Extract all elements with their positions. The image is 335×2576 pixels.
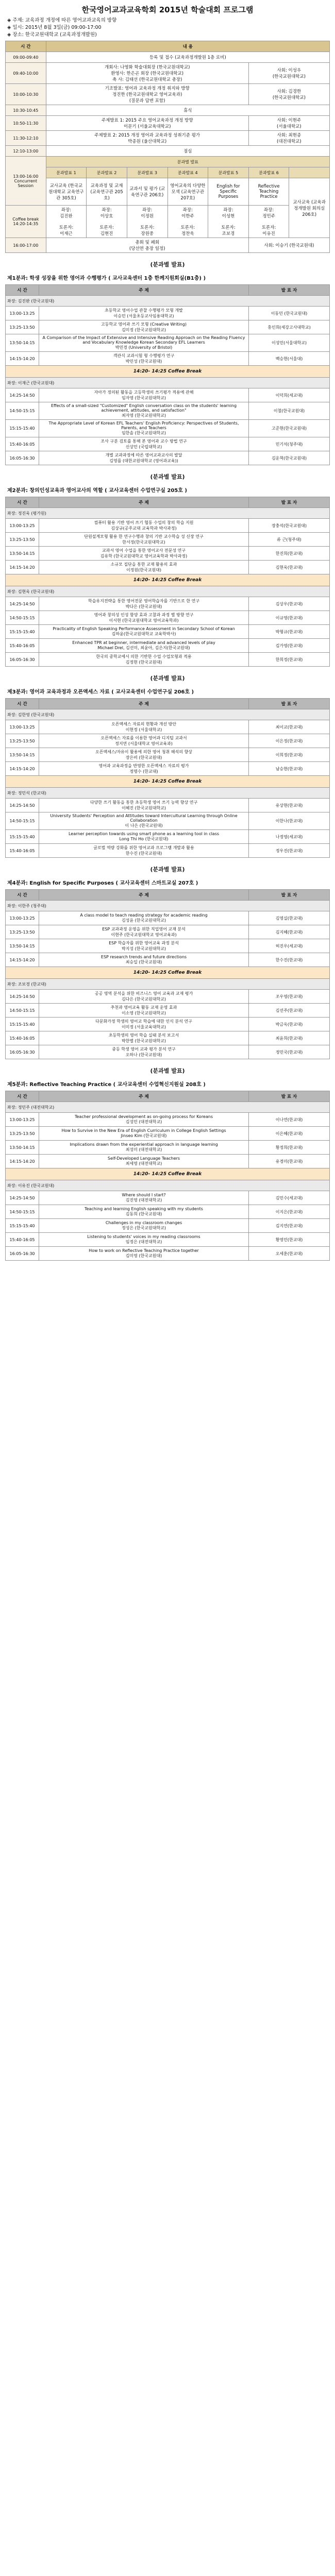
program-content: 주제발표 1: 2015 주요 영어교육과정 개정 방향 이문기 (서울교육대학교) xyxy=(46,116,248,131)
session-topic: 고등학교 영어과 쓰기 모형 (Creative Writing) 김미정 (한국교원대학교) xyxy=(39,320,249,334)
session-topic: Effects of a small-sized "Customized" English conversation class on the students' learning achievement, attitudes, and satisfaction" 최자영 (한국교원대학교) xyxy=(39,402,249,420)
program-page xyxy=(5,4,330,1261)
track-topic: English for Specific Purposes xyxy=(208,178,249,206)
session-discussant: 고준현(한국교원대) xyxy=(249,420,330,437)
session-topic: Where should I start? 김진영 (대전대학교) xyxy=(39,1191,249,1205)
session-time: 13:00-13:25 xyxy=(6,519,39,533)
chair-label: 좌장: 이유진 (한국교원대) xyxy=(6,1180,330,1191)
session-time: 13:00-13:25 xyxy=(6,307,39,320)
program-table xyxy=(5,41,330,253)
session-time: 15:15-15:40 xyxy=(6,830,39,844)
session-topic: 소규모 집단을 통한 교재 활용의 효과 이정원(한국교원대) xyxy=(39,561,249,574)
chair-label: 좌장: 조보경 (한교대) xyxy=(6,979,330,990)
session-row xyxy=(6,830,330,844)
coffee-break: 14:20- 14:25 Coffee Break xyxy=(6,1168,330,1180)
session-time: 13:50-14:15 xyxy=(6,748,39,762)
session-topic: Implications drawn from the experiential approach in language learning 최성미 (대전대학교) xyxy=(39,1141,249,1155)
session-topic: 학습유지전략을 통한 영어전문 영어학습자를 기반으로 한 연구 박다은 (한국교원대) xyxy=(39,597,249,611)
program-content: 점심 xyxy=(46,146,329,157)
track-chairs: 좌장: 이정원 토론자: 장원중 xyxy=(127,206,167,238)
session-discussant: 한진희(한교대) xyxy=(249,547,330,561)
session-discussant: 유상현(한교대) xyxy=(249,799,330,812)
session-time: 13:00-13:25 xyxy=(6,911,39,925)
track-label: 분과발표 3 xyxy=(127,167,167,178)
session-section-title: (분과별 발표) xyxy=(150,675,185,682)
track-label: 분과발표 5 xyxy=(208,167,249,178)
session-discussant: 류 근(청주대) xyxy=(249,533,330,547)
session-row xyxy=(6,1219,330,1233)
session-topic: 초등학교 영어수업 관찰 수행평가 모형 개발 이승민 (서울초등교사임용대학교) xyxy=(39,307,249,320)
track-chairs: 좌장: 김진완 토론자: 이재근 xyxy=(46,206,87,238)
session-row xyxy=(6,1141,330,1155)
session-col-header: 주 제 xyxy=(39,1091,249,1102)
session-time: 15:15-15:40 xyxy=(6,420,39,437)
session-discussant: 정우진(한교대) xyxy=(249,844,330,858)
session-topic: Challenges in my classroom changes 정성은 (한국교원대학교) xyxy=(39,1219,249,1233)
session-time: 15:40-16:05 xyxy=(6,1233,39,1247)
session-time: 14:25-14:50 xyxy=(6,799,39,812)
session-discussant: 이철(한국교원대) xyxy=(249,402,330,420)
session-discussant: 한수진(한교대) xyxy=(249,953,330,967)
session-list xyxy=(5,260,330,1261)
session-row xyxy=(6,1205,330,1219)
program-row xyxy=(6,105,330,116)
session-topic: 개별 교과과정에 따른 영어교과교사의 발달 김영를 (대한교원대학교 (영어과교육)) xyxy=(39,451,249,465)
session-discussant: 조우영(한교대) xyxy=(249,990,330,1004)
session-row xyxy=(6,625,330,639)
session-topic: A Comparison of the Impact of Extensive and Intensive Reading Approach on the Reading Fluency and Vocabulary Knowledge Korean Secondary EFL Learners 박민경 (University of Bristol) xyxy=(39,334,249,352)
session-discussant: 이동민 (한국교원대) xyxy=(249,307,330,320)
session-discussant: 이은정(한교대) xyxy=(249,734,330,748)
program-content: 기조발표: 영어과 교육과정 개정 취지와 방향 정진한 (한국교원대학교 영어교육과) (질문과 답변 포함) xyxy=(46,84,248,105)
session-col-header: 시 간 xyxy=(6,285,39,296)
session-discussant: 김운혁(한국교원대) xyxy=(249,451,330,465)
date-line: ◈ 일시: 2015년 8월 3일(금) 09:00-17:00 xyxy=(7,25,102,30)
session-row xyxy=(6,734,330,748)
session-row xyxy=(6,1031,330,1045)
session-time: 15:40-16:05 xyxy=(6,844,39,858)
session-topic: A class model to teach reading strategy for academic reading 김성윤 (한국교원대학교) xyxy=(39,911,249,925)
session-col-header: 발 표 자 xyxy=(249,890,330,901)
session-row xyxy=(6,1155,330,1168)
session-time: 15:40-16:05 xyxy=(6,639,39,653)
session-topic: Listening to students' voices in my reading classrooms 임정은 (대전대학교) xyxy=(39,1233,249,1247)
session-discussant: 이은혜(한교대) xyxy=(249,1127,330,1141)
session-col-header: 주 제 xyxy=(39,890,249,901)
session-discussant: 김민수(세교대) xyxy=(249,1191,330,1205)
session-topic: Self-Developed Language Teachers 최세영 (대전대학교) xyxy=(39,1155,249,1168)
session-discussant: 이성민(서울대학교) xyxy=(249,334,330,352)
col-time-header: 시 간 xyxy=(6,41,46,52)
chair-label: 좌장: 김진완 (한국교원대) xyxy=(6,296,330,307)
session-topic: Practicality of English Speaking Performance Assessment in Secondary School of Korean 김하윤(한국교원대학교 교육학박사) xyxy=(39,625,249,639)
session-time: 16:05-16:30 xyxy=(6,1247,39,1261)
session-time: 14:25-14:50 xyxy=(6,597,39,611)
session-col-header: 주 제 xyxy=(39,497,249,508)
session-discussant: 이한나(한교대) xyxy=(249,812,330,830)
session-topic: ESP 학습자를 위한 영어교육 과정 분석 박지성 (한국교원대학교) xyxy=(39,939,249,953)
session-row xyxy=(6,320,330,334)
session-time: 14:25-14:50 xyxy=(6,990,39,1004)
session-row xyxy=(6,420,330,437)
session-discussant: 김가영(한교대) xyxy=(249,639,330,653)
program-time: 12:10-13:00 xyxy=(6,146,46,157)
session-discussant: 홍인희(세강고사대학교) xyxy=(249,320,330,334)
session-row xyxy=(6,762,330,776)
session-discussant: 박금옥(한교대) xyxy=(249,1018,330,1031)
session-discussant: 이희정(한교대) xyxy=(249,748,330,762)
session-topic: 다양한 쓰기 활동을 통한 초등학생 영어 쓰기 능력 향상 연구 이혜진 (한국교원대학교) xyxy=(39,799,249,812)
session-section-title: (분과별 발표) xyxy=(150,1067,185,1074)
session-row xyxy=(6,990,330,1004)
session-discussant: 유경미(한교대) xyxy=(249,1155,330,1168)
session-topic: 조사 구분 검토를 통해 본 영어과 교수 방법 연구 신상민 (국립대학교) xyxy=(39,437,249,451)
track-extra: 교사교육 (교육과정개발원 회의실 206호) xyxy=(289,178,330,238)
session-row xyxy=(6,639,330,653)
session-row xyxy=(6,352,330,366)
session-row xyxy=(6,911,330,925)
session-topic: 교과서 영어 수업을 통한 영어교사 전문성 연구 김유학 (한국교원대학교 영어교육학과 박사과정) xyxy=(39,547,249,561)
session-heading: 제1분과: 학생 성장을 위한 영어과 수행평가 ( 교사교육센터 1층 한께지원회실(B1층) ) xyxy=(7,276,206,281)
track-topic: Reflective Teaching Practice xyxy=(248,178,289,206)
program-row xyxy=(6,52,330,63)
session-time: 15:15-15:40 xyxy=(6,1219,39,1233)
session-discussant: 장충석(한국교원대) xyxy=(249,519,330,533)
session-time: 14:50-15:15 xyxy=(6,611,39,625)
track-chairs: 좌장: 이한주 토론자: 정찬욱 xyxy=(167,206,208,238)
session-table xyxy=(5,889,330,1059)
track-topic: 교육과정 및 교재 (교육연구관 205호) xyxy=(87,178,127,206)
track-label: 분과발표 1 xyxy=(46,167,87,178)
session-time: 14:15-14:20 xyxy=(6,561,39,574)
session-topic: Teaching and learning English speaking with my students 김동희 (한국교원대) xyxy=(39,1205,249,1219)
session-row xyxy=(6,561,330,574)
session-topic: 컴퓨터 활용 기반 영어 쓰기 협동 수업의 창의 학습 지원 김상규(공주교대 교육학과 박사과정) xyxy=(39,519,249,533)
session-discussant: 남승현(한교대) xyxy=(249,762,330,776)
session-discussant: 이나연(한교대) xyxy=(249,1113,330,1127)
session-col-header: 주 제 xyxy=(39,285,249,296)
chair-label: 좌장: 이한주 (청주대) xyxy=(6,901,330,911)
session-topic: 영어과 창의성 인성 함양 효과 고찰과 과정 별 방향 연구 이서현 (한국교원대학교 영어교육학과) xyxy=(39,611,249,625)
session-time: 14:25-14:50 xyxy=(6,1191,39,1205)
page-title: 한국영어교과교육학회 2015년 학술대회 프로그램 xyxy=(81,5,254,14)
session-discussant: 김영실(한교대) xyxy=(249,911,330,925)
session-row xyxy=(6,925,330,939)
session-row xyxy=(6,533,330,547)
chair-label: 좌장: 정민석 (한교대) xyxy=(6,788,330,799)
session-discussant: 최이교(한교대) xyxy=(249,720,330,734)
session-topic: 한국의 중학교에서 의한 기반한 수업 수업모형과 적용 김정현 (한국교원대) xyxy=(39,653,249,667)
track-chairs: 좌장: 정민주 토론자: 이유진 xyxy=(248,206,289,238)
session-time: 13:25-13:50 xyxy=(6,533,39,547)
track-label: 분과발표 4 xyxy=(167,167,208,178)
place-line: ◈ 장소: 한국교원대학교 (교육과정개발원) xyxy=(7,32,97,38)
chair-label: 좌장: 정민주 (대전대학교) xyxy=(6,1102,330,1113)
session-topic: How to Survive in the New Era of English Curriculum in College English Settings Jinseo Kim (한국교원대) xyxy=(39,1127,249,1141)
session-time: 15:15-15:40 xyxy=(6,1018,39,1031)
session-time: 13:00-13:25 xyxy=(6,720,39,734)
program-time: 09:00-09:40 xyxy=(6,52,46,63)
session-time: 14:25-14:50 xyxy=(6,388,39,402)
session-row xyxy=(6,402,330,420)
session-row xyxy=(6,388,330,402)
session-row xyxy=(6,720,330,734)
session-time: 15:15-15:40 xyxy=(6,625,39,639)
session-discussant: 허진우(세교대) xyxy=(249,939,330,953)
session-row xyxy=(6,519,330,533)
session-table xyxy=(5,284,330,465)
session-row xyxy=(6,1045,330,1059)
session-time: 15:40-16:05 xyxy=(6,437,39,451)
session-col-header: 주 제 xyxy=(39,699,249,709)
coffee-break: 14:20- 14:25 Coffee Break xyxy=(6,967,330,979)
program-host: 사회: 김경한 (한국교원대학교) xyxy=(248,84,329,105)
session-row xyxy=(6,939,330,953)
session-topic: 초등학생의 영어 학습 실태 분석 보고서 박한별 (한국교원대학교) xyxy=(39,1031,249,1045)
program-time: 10:30-10:45 xyxy=(6,105,46,116)
session-heading: 제4분과: English for Specific Purposes ( 교사교육센터 스마트교실 207호 ) xyxy=(7,880,198,886)
session-heading: 제2분과: 창의인성교육과 영어교사의 역할 ( 교사교육센터 수업연구실 205호 ) xyxy=(7,488,187,494)
session-topic: 글로벌 역량 강화를 위한 영어교과 프로그램 개발과 활용 한수진 (한국교원대) xyxy=(39,844,249,858)
session-section-title: (분과별 발표) xyxy=(150,866,185,873)
closing-time: 16:00-17:00 xyxy=(6,238,46,253)
session-row xyxy=(6,437,330,451)
session-row xyxy=(6,844,330,858)
session-col-header: 시 간 xyxy=(6,890,39,901)
session-time: 13:25-13:50 xyxy=(6,320,39,334)
session-col-header: 발 표 자 xyxy=(249,699,330,709)
program-row xyxy=(6,63,330,84)
session-time: 13:50-14:15 xyxy=(6,547,39,561)
session-topic: 객관식 교과시험 형 수행평가 연구 박민성 (한국교원대) xyxy=(39,352,249,366)
coffee-break: 14:20- 14:25 Coffee Break xyxy=(6,574,330,586)
program-host: 사회: 최현종 (대전대학교) xyxy=(248,131,329,146)
session-row xyxy=(6,334,330,352)
session-discussant: 황정희(한교대) xyxy=(249,1141,330,1155)
session-discussant: 김지혜(한교대) xyxy=(249,925,330,939)
session-row xyxy=(6,307,330,320)
program-host: 사회: 이현주 (서울대학교) xyxy=(248,116,329,131)
program-time: 10:50-11:30 xyxy=(6,116,46,131)
session-section-title: (분과별 발표) xyxy=(150,261,185,268)
program-host: 사회: 이성우 (한국교원대학교) xyxy=(248,63,329,84)
session-col-header: 발 표 자 xyxy=(249,285,330,296)
program-row xyxy=(6,116,330,131)
session-row xyxy=(6,1004,330,1018)
session-row xyxy=(6,799,330,812)
session-col-header: 발 표 자 xyxy=(249,497,330,508)
session-time: 14:50-15:15 xyxy=(6,1004,39,1018)
session-topic: 공공 영역 분석을 위한 비즈니스 영어 교육과 교재 평가 김다은 (한국교원대학교) xyxy=(39,990,249,1004)
session-col-header: 시 간 xyxy=(6,699,39,709)
session-time: 13:25-13:50 xyxy=(6,1127,39,1141)
session-discussant: 김지연(한교대) xyxy=(249,1219,330,1233)
session-time: 14:15-14:20 xyxy=(6,953,39,967)
session-topic: How to work on Reflective Teaching Practice together 김미영 (한국교원대) xyxy=(39,1247,249,1261)
session-discussant: 이덕희(세교대) xyxy=(249,388,330,402)
session-topic: 오픈액세스 자료를 이용한 영어과 디지털 교과서 정지연 (서울대학교 영어교육과) xyxy=(39,734,249,748)
session-row xyxy=(6,653,330,667)
session-row xyxy=(6,1247,330,1261)
session-time: 15:40-16:05 xyxy=(6,1031,39,1045)
session-time: 14:50-15:15 xyxy=(6,1205,39,1219)
session-row xyxy=(6,812,330,830)
session-time: 13:25-13:50 xyxy=(6,734,39,748)
session-heading: 제3분과: 영어과 교육과정과 오픈액세스 자료 ( 교사교육센터 수업연구실 206호 ) xyxy=(7,689,194,695)
theme-line: ◈ 주제: 교육과정 개정에 따른 영어교과교육의 방향 xyxy=(7,18,117,23)
session-heading: 제5분과: Reflective Teaching Practice ( 교사교육센터 수업혁신지원실 208호 ) xyxy=(7,1082,206,1088)
session-row xyxy=(6,1127,330,1141)
session-discussant: 정민국(한교대) xyxy=(249,1045,330,1059)
session-topic: 오픈액세스/자유이 활용에 의한 영어 청취 해석의 향상 장은비 (한국교원대) xyxy=(39,748,249,762)
session-row xyxy=(6,1113,330,1127)
session-discussant: 최윤희(한교대) xyxy=(249,1031,330,1045)
session-discussant: 김상우(한교대) xyxy=(249,597,330,611)
session-topic: 다문화가정 학생의 영어교 학습에 대한 인식 분석 연구 이미정 (서울교육대학교) xyxy=(39,1018,249,1031)
session-time: 14:15-14:20 xyxy=(6,762,39,776)
session-row xyxy=(6,1233,330,1247)
session-topic: The Appropriate Level of Korean EFL Teachers' English Proficiency: Perspectives of Students, Parents, and Teachers 임한솔 (한국교원대학교) xyxy=(39,420,249,437)
session-discussant: 이규영(한교대) xyxy=(249,611,330,625)
program-time: 10:00-10:30 xyxy=(6,84,46,105)
session-topic: 추천과 영어교육 활동 교재 운영 효과 이소영 (한국교원대학교) xyxy=(39,1004,249,1018)
session-row xyxy=(6,547,330,561)
session-col-header: 시 간 xyxy=(6,497,39,508)
session-discussant: 김현욱(한교대) xyxy=(249,561,330,574)
track-chairs: 좌장: 이성현 토론자: 조보경 xyxy=(208,206,249,238)
track-topic: 교사교육 (한국교원대학교 교육연구관 305호) xyxy=(46,178,87,206)
program-row xyxy=(6,146,330,157)
session-topic: University Students' Perception and Attitudes toward Intercultural Learning through Online Collaboration 이 나은 (한국교원대) xyxy=(39,812,249,830)
session-time: 13:50-14:15 xyxy=(6,939,39,953)
session-topic: ESP research trends and future directions 최승일 (한국교원대) xyxy=(39,953,249,967)
program-row xyxy=(6,131,330,146)
coffee-break: 14:20- 14:25 Coffee Break xyxy=(6,776,330,788)
chair-label: 좌장: 정진욱 (평가원) xyxy=(6,508,330,519)
session-discussant: 이지은(한교대) xyxy=(249,1205,330,1219)
program-time: 09:40-10:00 xyxy=(6,63,46,84)
session-row xyxy=(6,748,330,762)
track-topic: 영어교육의 다양한 모색 (교육연구관 207호) xyxy=(167,178,208,206)
session-time: 13:50-14:15 xyxy=(6,1141,39,1155)
session-row xyxy=(6,1018,330,1031)
session-topic: 중등 학생 영어 교과 평가 분석 연구 오하나 (한국교원대) xyxy=(39,1045,249,1059)
coffee-break: 14:20- 14:25 Coffee Break xyxy=(6,366,330,378)
session-col-header: 발 표 자 xyxy=(249,1091,330,1102)
session-discussant: 한희정(한교대) xyxy=(249,653,330,667)
session-topic: Enhanced TPR at beginner, intermediate and advanced levels of play Michael Drel, 김선미, 최윤아, 김은지(한국교원대) xyxy=(39,639,249,653)
program-row xyxy=(6,84,330,105)
afternoon-time: 13:00-16:00 Concurrent Session xyxy=(6,157,46,206)
session-time: 16:05-16:30 xyxy=(6,1045,39,1059)
session-row xyxy=(6,611,330,625)
session-time: 13:50-14:15 xyxy=(6,334,39,352)
program-content: 휴식 xyxy=(46,105,329,116)
session-topic: Teacher professional development as on-going process for Koreans 김성민 (대전대학교) xyxy=(39,1113,249,1127)
session-time: 14:15-14:20 xyxy=(6,352,39,366)
session-table xyxy=(5,497,330,667)
track-label: 분과발표 6 xyxy=(248,167,289,178)
session-section-title: (분과별 발표) xyxy=(150,473,185,480)
session-time: 13:00-13:25 xyxy=(6,1113,39,1127)
session-row xyxy=(6,597,330,611)
session-time: 14:15-14:20 xyxy=(6,1155,39,1168)
chair-label: 좌장: 이재근 (한국교원대) xyxy=(6,378,330,388)
session-table xyxy=(5,1091,330,1261)
session-topic: 오픈액세스 자료의 현황과 개선 방안 이현정 (서울대학교) xyxy=(39,720,249,734)
track-label: 분과발표 2 xyxy=(87,167,127,178)
coffee-time: Coffee break 14:20-14:35 xyxy=(6,206,46,238)
session-discussant: 민기석(청주대) xyxy=(249,437,330,451)
session-row xyxy=(6,451,330,465)
session-time: 16:05-16:30 xyxy=(6,451,39,465)
program-content: 등록 및 접수 (교육과정개발원 1층 로비) xyxy=(46,52,329,63)
program-content: 주제발표 2: 2015 개정 영어과 교육과정 성취기준 평가 박종원 (울산대학교) xyxy=(46,131,248,146)
track-topic: 교과서 및 평가 (교육연구관 206호) xyxy=(127,178,167,206)
session-discussant: 황영민(한교대) xyxy=(249,1233,330,1247)
track-chairs: 좌장: 이상호 토론자: 김현진 xyxy=(87,206,127,238)
concurrent-header: 분과별 발표 xyxy=(46,157,329,167)
session-row xyxy=(6,953,330,967)
session-col-header: 시 간 xyxy=(6,1091,39,1102)
session-topic: Learner perception towards using smart phone as a learning tool in class Long Thi Ho (한국교원대) xyxy=(39,830,249,844)
program-time: 11:30-12:10 xyxy=(6,131,46,146)
session-topic: 영어과 교육과정을 반영한 오픈액세스 자료의 평가 정명수 (한교대) xyxy=(39,762,249,776)
session-topic: 단원설계모형 활용 한 연구수행과 창의 기반 교수학습 성 신장 연구 한서정(한국교원대학교) xyxy=(39,533,249,547)
session-time: 14:50-15:15 xyxy=(6,402,39,420)
session-discussant: 김선주(한교대) xyxy=(249,1004,330,1018)
session-table xyxy=(5,698,330,858)
session-row xyxy=(6,1191,330,1205)
session-discussant: 박형규(한교대) xyxy=(249,625,330,639)
session-discussant: 백승현(서울대) xyxy=(249,352,330,366)
session-topic: ESP 교과과정 운영을 위한 직업영어 교재 분석 이현주 (한국교원대학교 영어교육과) xyxy=(39,925,249,939)
session-discussant: 나정영(세교대) xyxy=(249,830,330,844)
session-time: 14:50-15:15 xyxy=(6,812,39,830)
session-time: 16:05-16:30 xyxy=(6,653,39,667)
chair-label: 좌장: 김한영 (한국교원대) xyxy=(6,709,330,720)
closing-host: 사회: 이승기 (한국교원대) xyxy=(248,238,329,253)
chair-label: 좌장: 김현욱 (한국교원대) xyxy=(6,586,330,597)
program-content: 개회사: 나영화 학술대회장 (한국교원대학교) 환영사: 한은곤 회장 (한국교원대학교) 축 사: 김태선 (한국교원대학교 총장) xyxy=(46,63,248,84)
session-topic: 자아가 정의된 활동을 고등학생의 쓰기평가 적용에 관해 임자영 (한국교원대학교) xyxy=(39,388,249,402)
col-content-header: 내 용 xyxy=(46,41,329,52)
closing-event: 총회 및 폐회 (당선연 총장 일정) xyxy=(46,238,248,253)
session-discussant: 오세훈(한교대) xyxy=(249,1247,330,1261)
session-time: 13:25-13:50 xyxy=(6,925,39,939)
